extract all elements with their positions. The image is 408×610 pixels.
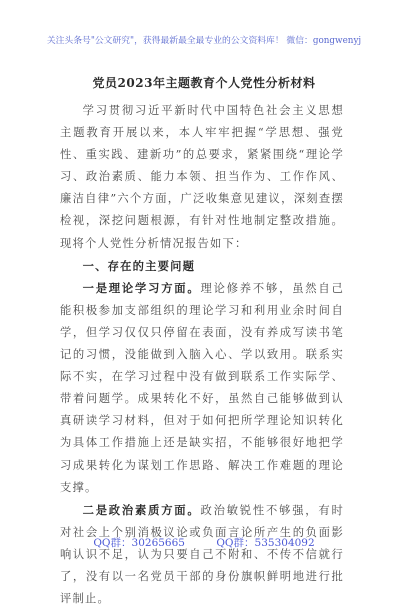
item1-lead: 一是理论学习方面。 (82, 280, 201, 295)
qq-group-2: QQ群：535304092 (216, 537, 315, 549)
item1-paragraph (60, 277, 344, 499)
item2-lead: 二是政治素质方面。 (82, 502, 201, 517)
intro-paragraph: 学习贯彻习近平新时代中国特色社会主义思想主题教育开展以来，本人牢牢把握“学思想、强党性、重实践、建新功”的总要求，紧紧围绕“理论学习、政治素质、能力本领、担当作为、工作作风、廉洁自律”六个方面，广泛收集意见建议，深刻查摆检视，深挖问题根源，有针对性地制定整改措施。现将个人党性分析情况报告如下： (60, 104, 344, 250)
section-heading: 一、存在的主要问题 (82, 258, 196, 273)
item1-text: 理论修养不够，虽然自己能积极参加支部组织的理论学习和利用业余时间自学，但学习仅仅只停留在表面，没有养成写读书笔记的习惯，没能做到入脑入心、学以致用。联系实际不实，在学习过程中没有做到联系工作实际学、带着问题学。成果转化不好，虽然自己能够做到认真研读学习材料，但对于如何把所学理论知识转化为具体工作措施上还是缺实招，不能够很好地把学习成果转化为谋划工作思路、解决工作难题的理论支撑。 (60, 281, 344, 494)
footer-contacts (0, 535, 408, 550)
item2-paragraph (60, 499, 344, 610)
document-body (60, 100, 344, 610)
document-title: 党员2023年主题教育个人党性分析材料 (92, 76, 316, 90)
promo-banner: 关注头条号"公文研究"，获得最新最全最专业的公文资料库！ 微信：gongwenyj (46, 36, 362, 46)
qq-group-1: QQ群：30265665 (93, 537, 185, 549)
item2-text: 政治敏锐性不够强，有时对社会上个别消极议论或负面言论所产生的负面影响认识不足，认为只要自己不附和、不传不信就行了，没有以一名党员干部的身份旗帜鲜明地进行批评制止。 (60, 503, 344, 606)
